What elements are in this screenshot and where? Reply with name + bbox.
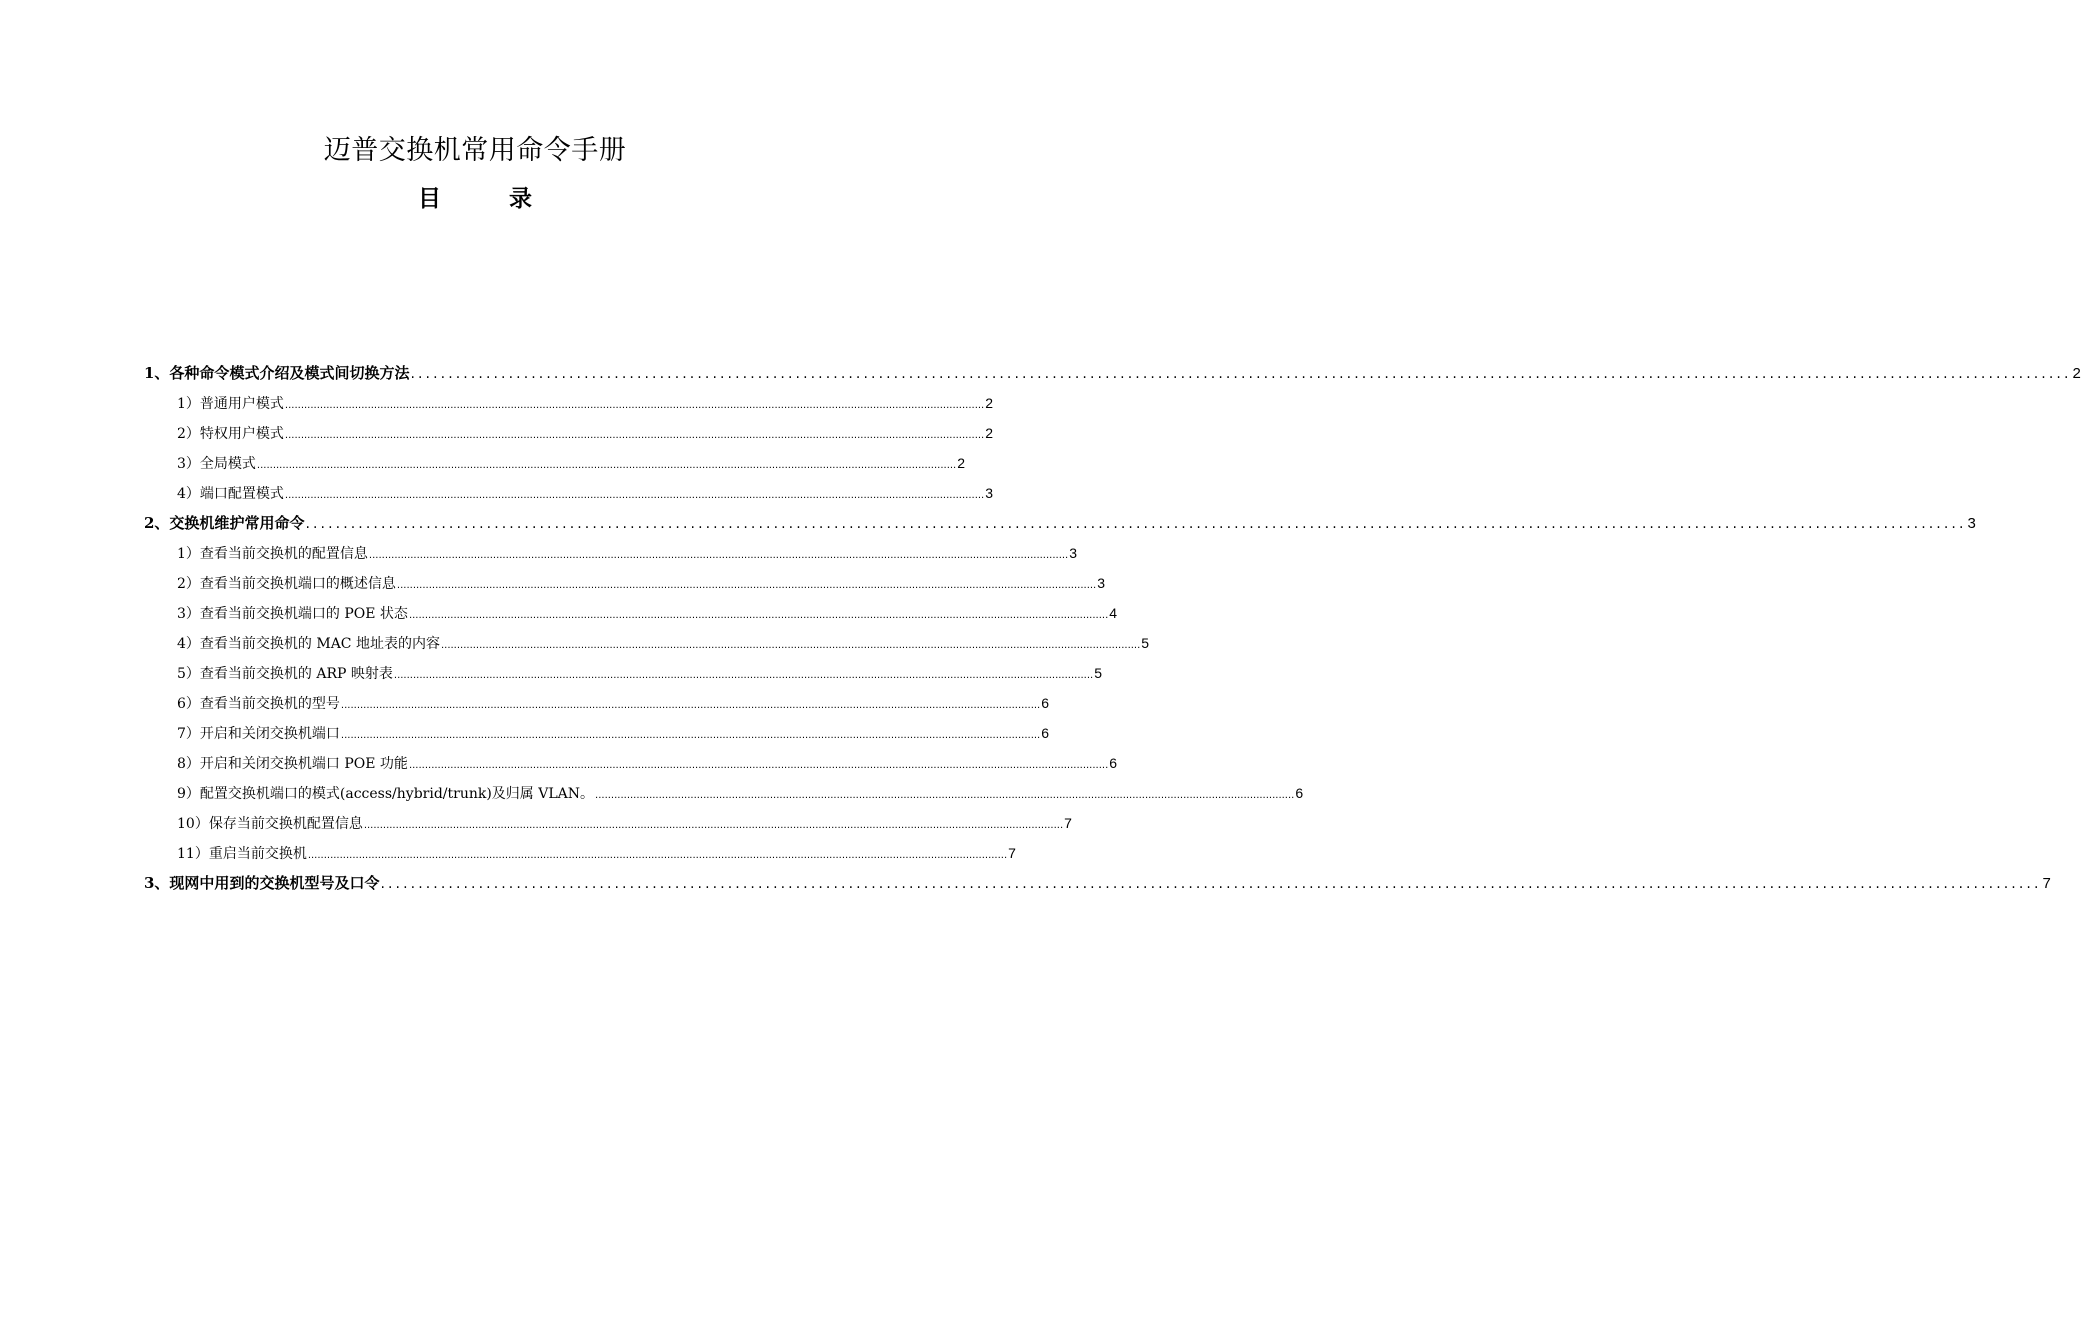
toc-entry-2-10[interactable] — [144, 808, 1072, 838]
toc-entry-2-9[interactable] — [144, 778, 1304, 808]
toc-page-number: 2 — [2072, 365, 2081, 382]
toc-page-number: 3 — [1069, 545, 1078, 561]
toc-entry-label: 9）配置交换机端口的模式(access/hybrid/trunk)及归属 VLAN。 — [177, 786, 595, 802]
toc-entry-label: 7）开启和关闭交换机端口 — [177, 726, 340, 742]
toc-entry-label: 3）查看当前交换机端口的 POE 状态 — [177, 606, 408, 622]
toc-leader-dots: ............................................................................................................................................................................................................................ — [408, 610, 1109, 621]
toc-entry-label: 2）查看当前交换机端口的概述信息 — [177, 576, 396, 592]
toc-leader-dots: ............................................................................................................................................................................................................................ — [363, 820, 1064, 831]
toc-entry-label: 1、各种命令模式介绍及模式间切换方法 — [144, 364, 410, 382]
toc-page-number: 7 — [1008, 845, 1016, 861]
toc-entry-2-11[interactable] — [144, 838, 1016, 868]
toc-page-number: 5 — [1094, 665, 1103, 681]
toc-page-number: 3 — [1967, 515, 1976, 532]
toc-entry-label: 1）普通用户模式 — [177, 396, 284, 412]
toc-entry-2-2[interactable] — [144, 568, 1106, 598]
toc-entry-1-2[interactable] — [144, 418, 994, 448]
page-title: 迈普交换机常用命令手册 — [323, 135, 627, 166]
toc-leader-dots: ............................................................................................................................................................................................................................ — [256, 460, 957, 471]
toc-page-number: 3 — [985, 485, 994, 501]
toc-page-number: 7 — [1064, 815, 1072, 831]
toc-leader-dots: ............................................................................................................................................................................................................................ — [340, 730, 1041, 741]
toc-page-number: 6 — [1041, 695, 1050, 711]
toc-page-number: 7 — [2042, 875, 2051, 892]
toc-page-number: 2 — [957, 455, 966, 471]
toc-entry-label: 6）查看当前交换机的型号 — [177, 696, 340, 712]
toc-leader-dots: ............................................................................................................................................................................................................................ — [284, 430, 985, 441]
toc-entry-label: 5）查看当前交换机的 ARP 映射表 — [177, 666, 393, 682]
toc-page-number: 2 — [985, 425, 994, 441]
toc-entry-label: 8）开启和关闭交换机端口 POE 功能 — [177, 756, 408, 772]
toc-entry-1-1[interactable] — [144, 388, 994, 418]
toc-leader-dots: ............................................................................................................................................................................................................................ — [284, 400, 985, 411]
toc-leader-dots: ............................................................................................................................................................................................................................ — [408, 760, 1109, 771]
toc-entry-2-1[interactable] — [144, 538, 1078, 568]
toc-entry-label: 3）全局模式 — [177, 456, 256, 472]
toc-heading: 目 录 — [417, 185, 562, 212]
toc-leader-dots: ............................................................................................................................................................................................................................ — [340, 700, 1041, 711]
toc-entry-label: 2）特权用户模式 — [177, 426, 284, 442]
toc-entry-1-4[interactable] — [144, 478, 994, 508]
toc-entry-2-8[interactable] — [144, 748, 1118, 778]
toc-entry-label: 11）重启当前交换机 — [177, 846, 307, 862]
toc-leader-dots: ............................................................................................................................................................................................................................ — [393, 670, 1094, 681]
toc-page-number: 3 — [1097, 575, 1106, 591]
toc-entry-1-3[interactable] — [144, 448, 966, 478]
toc-entry-2-6[interactable] — [144, 688, 1050, 718]
toc-leader-dots: ............................................................................................................................................................................................................................ — [396, 580, 1097, 591]
toc-leader-dots: ............................................................................................................................................................................................................................ — [307, 850, 1008, 861]
toc-entry-2-3[interactable] — [144, 598, 1118, 628]
toc-entry-label: 4）查看当前交换机的 MAC 地址表的内容 — [177, 636, 440, 652]
toc-page-number: 6 — [1295, 785, 1304, 801]
toc-leader-dots: ............................................................................................................................................................................................................................ — [410, 366, 2072, 382]
toc-page-number: 2 — [985, 395, 994, 411]
toc-entry-2-5[interactable] — [144, 658, 1103, 688]
toc-leader-dots: ............................................................................................................................................................................................................................ — [595, 790, 1295, 801]
toc-leader-dots: ............................................................................................................................................................................................................................ — [368, 550, 1069, 561]
toc-page-number: 4 — [1109, 605, 1118, 621]
table-of-contents — [144, 358, 2081, 898]
toc-leader-dots: ............................................................................................................................................................................................................................ — [305, 516, 1967, 532]
toc-entry-label: 1）查看当前交换机的配置信息 — [177, 546, 368, 562]
toc-entry-label: 2、交换机维护常用命令 — [144, 514, 305, 532]
toc-page-number: 6 — [1109, 755, 1118, 771]
toc-entry-1[interactable] — [144, 358, 2081, 388]
toc-entry-2-4[interactable] — [144, 628, 1150, 658]
toc-leader-dots: ............................................................................................................................................................................................................................ — [284, 490, 985, 501]
toc-leader-dots: ............................................................................................................................................................................................................................ — [380, 876, 2042, 892]
toc-entry-label: 10）保存当前交换机配置信息 — [177, 816, 363, 832]
toc-entry-label: 3、现网中用到的交换机型号及口令 — [144, 874, 380, 892]
toc-entry-2-7[interactable] — [144, 718, 1050, 748]
toc-page-number: 5 — [1141, 635, 1150, 651]
toc-entry-3[interactable] — [144, 868, 2051, 898]
toc-page-number: 6 — [1041, 725, 1050, 741]
toc-entry-label: 4）端口配置模式 — [177, 486, 284, 502]
toc-leader-dots: ............................................................................................................................................................................................................................ — [440, 640, 1141, 651]
toc-entry-2[interactable] — [144, 508, 1976, 538]
